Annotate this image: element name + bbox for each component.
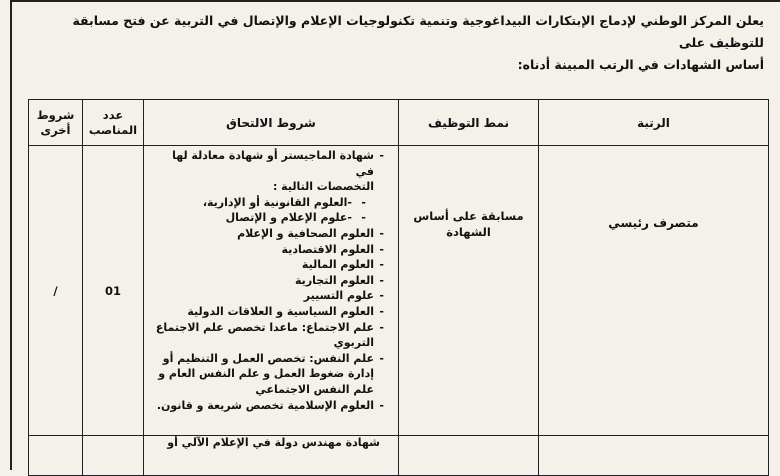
condition-item: - العلوم الاقتصادية bbox=[154, 242, 392, 258]
header-other-conditions bbox=[29, 100, 83, 146]
header-rank: الرتبة bbox=[539, 100, 769, 146]
condition-item: - العلوم الإسلامية تخصص شريعة و قانون. bbox=[154, 398, 392, 414]
condition-subitem: - -العلوم القانونية أو الإدارية، bbox=[154, 195, 392, 211]
header-conditions: شروط الالتحاق bbox=[144, 100, 399, 146]
condition-item: - العلوم الصحافية و الإعلام bbox=[154, 226, 392, 242]
mode-line-1: مسابقة على أساس bbox=[413, 209, 524, 223]
page-border-left bbox=[10, 0, 12, 470]
header-posts-line-2: المناصب bbox=[88, 122, 138, 137]
header-other-line-1: شروط bbox=[36, 107, 75, 122]
condition-text: شهادة مهندس دولة في الإعلام الآلي أو bbox=[167, 436, 380, 449]
condition-subitem: - -علوم الإعلام و الإتصال bbox=[154, 210, 392, 226]
other-conditions-cell: / bbox=[29, 146, 83, 436]
posts-count-cell: 01 bbox=[83, 146, 144, 436]
condition-continuation: التخصصات التالية : bbox=[272, 180, 374, 194]
condition-item: - علم الاجتماع: ماعدا تخصص علم الاجتماع bbox=[154, 320, 392, 336]
condition-continuation: إدارة ضغوط العمل و علم النفس العام و bbox=[158, 367, 374, 381]
announcement-intro bbox=[64, 10, 764, 76]
recruitment-mode-cell bbox=[399, 146, 539, 436]
header-recruitment-mode: نمط التوظيف bbox=[399, 100, 539, 146]
table-row bbox=[29, 146, 769, 436]
intro-line-1: يعلن المركز الوطني لإدماج الإبتكارات البيداغوجية وتنمية تكنولوجيات الإعلام والإتصال في التربية عن فتح مسابقة للتوظيف على bbox=[72, 13, 764, 50]
intro-line-2: أساس الشهادات في الرتب المبينة أدناه: bbox=[517, 57, 764, 72]
condition-item: - شهادة الماجيستر أو شهادة معادلة لها في bbox=[154, 148, 392, 179]
conditions-list bbox=[154, 148, 392, 413]
page-border-top bbox=[10, 0, 780, 2]
condition-continuation: التربوي bbox=[333, 336, 374, 350]
conditions-cell bbox=[144, 146, 399, 436]
condition-item: - العلوم المالية bbox=[154, 257, 392, 273]
mode-line-2: الشهادة bbox=[446, 225, 491, 239]
header-posts-line-1: عدد bbox=[102, 107, 124, 122]
condition-item bbox=[144, 436, 398, 449]
table-header-row bbox=[29, 100, 769, 146]
condition-item: - العلوم السياسية و العلاقات الدولية bbox=[154, 304, 392, 320]
recruitment-table bbox=[28, 99, 769, 476]
condition-item: - العلوم التجارية bbox=[154, 273, 392, 289]
rank-cell: متصرف رئيسي bbox=[539, 146, 769, 436]
header-posts-count bbox=[83, 100, 144, 146]
header-other-line-2: أخرى bbox=[40, 122, 71, 137]
condition-item: - علوم التسيير bbox=[154, 288, 392, 304]
condition-item: - علم النفس: تخصص العمل و التنظيم أو bbox=[154, 351, 392, 367]
condition-continuation: علم النفس الاجتماعي bbox=[255, 382, 374, 396]
